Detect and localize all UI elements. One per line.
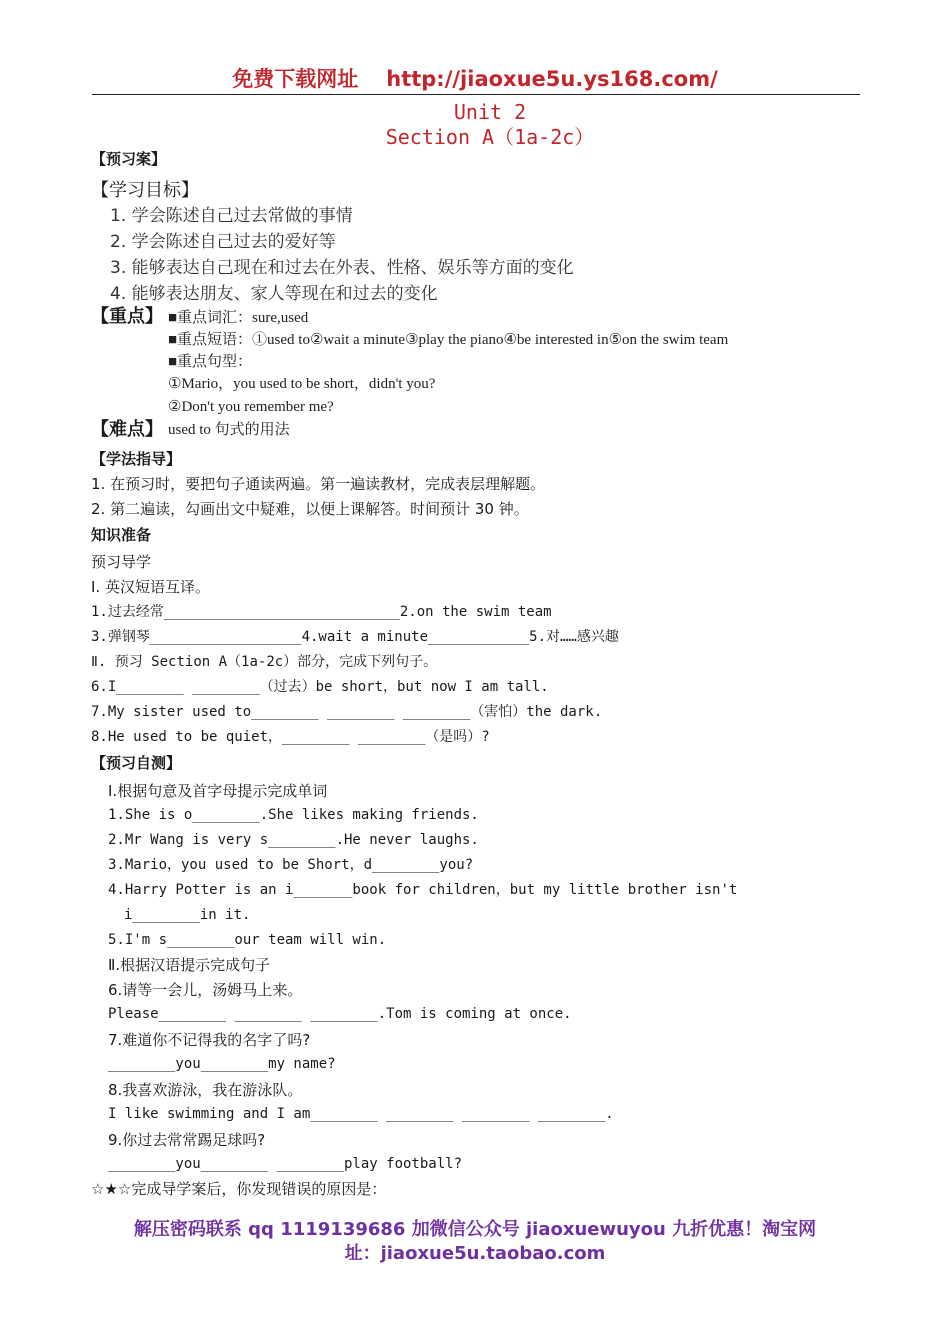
unit-title: Unit 2 bbox=[453, 100, 527, 124]
selftest-part1-title: I.根据句意及首字母提示完成单词 bbox=[108, 782, 328, 800]
test-item-cn: 6.请等一会儿，汤姆马上来。 bbox=[108, 981, 303, 999]
download-label: 免费下载网址 bbox=[232, 67, 359, 91]
knowledge-subheading: 预习导学 bbox=[91, 553, 152, 571]
selftest-heading: 【预习自测】 bbox=[91, 754, 182, 772]
key-sentence: ②Don't you remember me? bbox=[168, 399, 334, 415]
test-item: I like swimming and I am________ ________ ________ ________. bbox=[108, 1106, 614, 1122]
test-item: 3.Mario，you used to be Short，d________you? bbox=[108, 857, 474, 873]
part2-title: Ⅱ. 预习 Section A（1a-2c）部分，完成下列句子。 bbox=[91, 654, 438, 670]
guide-item: 2. 第二遍读，勾画出文中疑难，以便上课解答。时间预计 30 钟。 bbox=[91, 500, 529, 518]
goal-item: 3. 能够表达自己现在和过去在外表、性格、娱乐等方面的变化 bbox=[110, 258, 574, 278]
guide-item: 1. 在预习时，要把句子通读两遍。第一遍读教材，完成表层理解题。 bbox=[91, 475, 546, 493]
download-url-link[interactable]: http://jiaoxue5u.ys168.com/ bbox=[386, 67, 718, 91]
test-item: 4.Harry Potter is an i_______book for children，but my little brother isn't bbox=[108, 882, 738, 898]
test-item-cn: 8.我喜欢游泳，我在游泳队。 bbox=[108, 1081, 303, 1099]
test-item: i________in it. bbox=[124, 907, 251, 923]
footer-contact: 解压密码联系 qq 1119139686 加微信公众号 jiaoxuewuyou 九折优惠！淘宝网 bbox=[133, 1219, 817, 1240]
test-item: ________you________ ________play football? bbox=[108, 1156, 463, 1172]
test-item-cn: 9.你过去常常踢足球吗? bbox=[108, 1131, 266, 1149]
sentence-item: 8.He used to be quiet，________ ________（是吗）? bbox=[91, 729, 490, 745]
sentence-item: 7.My sister used to________ ________ ________（害怕）the dark. bbox=[91, 704, 603, 720]
section-title: Section A（1a-2c） bbox=[385, 125, 595, 149]
difficult-text: used to 句式的用法 bbox=[168, 422, 290, 438]
phrase-line: 1.过去经常____________________________2.on the swim team bbox=[91, 604, 552, 620]
preview-heading: 【预习案】 bbox=[91, 150, 167, 168]
part1-title: Ⅰ. 英汉短语互译。 bbox=[91, 578, 210, 596]
header-divider bbox=[92, 94, 860, 95]
phrase-line: 3.弹钢琴__________________4.wait a minute____________5.对……感兴趣 bbox=[91, 629, 619, 645]
difficult-heading: 【难点】 bbox=[91, 419, 163, 440]
test-item: 1.She is o________.She likes making friends. bbox=[108, 807, 479, 823]
test-item: ________you________my name? bbox=[108, 1056, 336, 1072]
reflection-prompt: ☆★☆完成导学案后，你发现错误的原因是： bbox=[91, 1180, 387, 1198]
download-header bbox=[0, 67, 950, 92]
footer-shop-url[interactable]: 址：jiaoxue5u.taobao.com bbox=[344, 1243, 606, 1264]
key-words: ■重点词汇：sure,used bbox=[168, 310, 309, 326]
guide-heading: 【学法指导】 bbox=[91, 450, 182, 468]
test-item: 5.I'm s________our team will win. bbox=[108, 932, 387, 948]
test-item: 2.Mr Wang is very s________.He never laughs. bbox=[108, 832, 479, 848]
knowledge-heading: 知识准备 bbox=[91, 526, 152, 544]
goal-item: 4. 能够表达朋友、家人等现在和过去的变化 bbox=[110, 284, 438, 304]
sentence-item: 6.I________ ________（过去）be short，but now I am tall. bbox=[91, 679, 549, 695]
key-phrases: ■重点短语：①used to②wait a minute③play the piano④be interested in⑤on the swim team bbox=[168, 332, 729, 348]
selftest-part2-title: Ⅱ.根据汉语提示完成句子 bbox=[108, 956, 271, 974]
goal-item: 2. 学会陈述自己过去的爱好等 bbox=[110, 232, 336, 252]
key-sentences-label: ■重点句型： bbox=[168, 354, 253, 370]
goals-heading: 【学习目标】 bbox=[91, 180, 199, 201]
test-item: Please________ ________ ________.Tom is coming at once. bbox=[108, 1006, 572, 1022]
key-sentence: ①Mario，you used to be short，didn't you? bbox=[168, 376, 436, 392]
test-item-cn: 7.难道你不记得我的名字了吗? bbox=[108, 1031, 311, 1049]
goal-item: 1. 学会陈述自己过去常做的事情 bbox=[110, 206, 353, 226]
key-heading: 【重点】 bbox=[91, 306, 163, 327]
